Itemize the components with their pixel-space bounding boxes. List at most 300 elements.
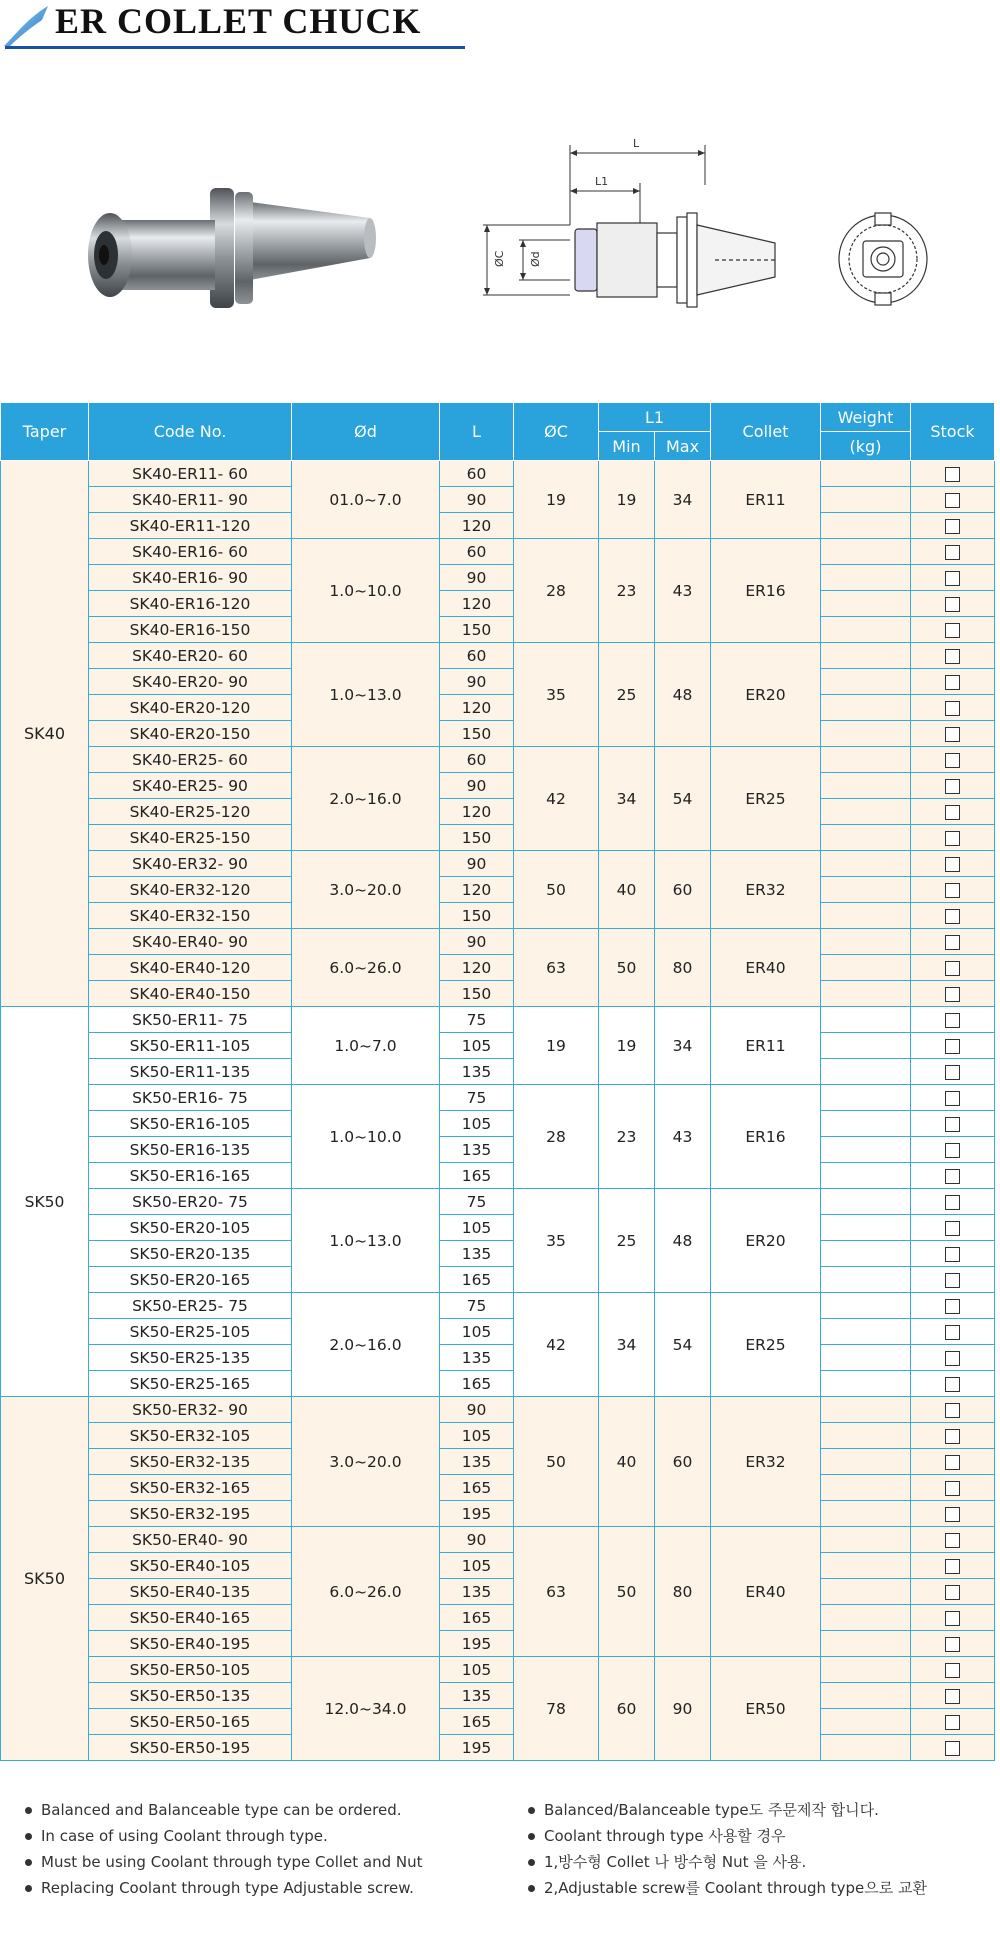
weight-cell: [821, 1553, 911, 1579]
stock-cell: [911, 1735, 995, 1761]
stock-cell: [911, 851, 995, 877]
notes-english: [25, 1797, 423, 1901]
bullet-icon: [25, 1859, 32, 1866]
col-d: Ød: [292, 403, 440, 461]
col-weight: Weight: [821, 403, 911, 432]
code-cell: SK50-ER40-135: [89, 1579, 292, 1605]
l1-min-cell: 34: [599, 1293, 655, 1397]
l1-min-cell: 25: [599, 1189, 655, 1293]
weight-cell: [821, 1137, 911, 1163]
stock-checkbox[interactable]: [945, 1403, 960, 1418]
stock-checkbox[interactable]: [945, 597, 960, 612]
collet-cell: ER25: [711, 747, 821, 851]
stock-cell: [911, 1631, 995, 1657]
dim-d-label: Ød: [529, 251, 542, 267]
stock-cell: [911, 1423, 995, 1449]
length-cell: 90: [440, 851, 514, 877]
length-cell: 120: [440, 799, 514, 825]
stock-cell: [911, 513, 995, 539]
diameter-c-cell: 28: [514, 1085, 599, 1189]
stock-checkbox[interactable]: [945, 1273, 960, 1288]
code-cell: SK50-ER32-135: [89, 1449, 292, 1475]
table-row: [1, 1319, 995, 1345]
col-code: Code No.: [89, 403, 292, 461]
weight-cell: [821, 929, 911, 955]
weight-cell: [821, 1397, 911, 1423]
code-cell: SK50-ER40-105: [89, 1553, 292, 1579]
diameter-c-cell: 63: [514, 1527, 599, 1657]
weight-cell: [821, 1241, 911, 1267]
code-cell: SK50-ER50-195: [89, 1735, 292, 1761]
col-weight-unit: (kg): [821, 432, 911, 461]
stock-cell: [911, 955, 995, 981]
table-row: [1, 1423, 995, 1449]
length-cell: 90: [440, 773, 514, 799]
length-cell: 105: [440, 1423, 514, 1449]
weight-cell: [821, 643, 911, 669]
stock-cell: [911, 929, 995, 955]
note-item: In case of using Coolant through type.: [25, 1823, 423, 1849]
length-cell: 150: [440, 981, 514, 1007]
weight-cell: [821, 1293, 911, 1319]
table-row: [1, 513, 995, 539]
stock-checkbox[interactable]: [945, 831, 960, 846]
stock-checkbox[interactable]: [945, 701, 960, 716]
table-row: [1, 1371, 995, 1397]
length-cell: 75: [440, 1007, 514, 1033]
code-cell: SK50-ER20-105: [89, 1215, 292, 1241]
stock-checkbox[interactable]: [945, 1611, 960, 1626]
length-cell: 60: [440, 461, 514, 487]
col-taper: Taper: [1, 403, 89, 461]
code-cell: SK50-ER11-135: [89, 1059, 292, 1085]
stock-cell: [911, 981, 995, 1007]
table-row: [1, 1683, 995, 1709]
code-cell: SK40-ER25- 90: [89, 773, 292, 799]
technical-drawing: [475, 125, 995, 325]
code-cell: SK50-ER32-165: [89, 1475, 292, 1501]
weight-cell: [821, 513, 911, 539]
stock-checkbox[interactable]: [945, 883, 960, 898]
code-cell: SK40-ER40-120: [89, 955, 292, 981]
code-cell: SK40-ER16- 90: [89, 565, 292, 591]
table-row: [1, 825, 995, 851]
table-row: [1, 1709, 995, 1735]
diameter-c-cell: 35: [514, 643, 599, 747]
code-cell: SK40-ER32- 90: [89, 851, 292, 877]
weight-cell: [821, 1423, 911, 1449]
stock-cell: [911, 1059, 995, 1085]
weight-cell: [821, 1319, 911, 1345]
stock-cell: [911, 1553, 995, 1579]
diameter-c-cell: 42: [514, 747, 599, 851]
col-l: L: [440, 403, 514, 461]
stock-cell: [911, 1579, 995, 1605]
table-row: [1, 1657, 995, 1683]
length-cell: 105: [440, 1319, 514, 1345]
stock-checkbox[interactable]: [945, 935, 960, 950]
weight-cell: [821, 773, 911, 799]
length-cell: 195: [440, 1631, 514, 1657]
stock-cell: [911, 1111, 995, 1137]
table-row: [1, 1293, 995, 1319]
stock-checkbox[interactable]: [945, 1169, 960, 1184]
l1-max-cell: 34: [655, 1007, 711, 1085]
weight-cell: [821, 851, 911, 877]
weight-cell: [821, 1709, 911, 1735]
stock-checkbox[interactable]: [945, 1637, 960, 1652]
stock-checkbox[interactable]: [945, 753, 960, 768]
l1-max-cell: 34: [655, 461, 711, 539]
spec-table-body: [1, 461, 995, 1761]
stock-checkbox[interactable]: [945, 1351, 960, 1366]
l1-min-cell: 25: [599, 643, 655, 747]
stock-cell: [911, 591, 995, 617]
weight-cell: [821, 1215, 911, 1241]
stock-cell: [911, 721, 995, 747]
weight-cell: [821, 669, 911, 695]
stock-checkbox[interactable]: [945, 1299, 960, 1314]
diameter-d-cell: 1.0~10.0: [292, 1085, 440, 1189]
weight-cell: [821, 1267, 911, 1293]
collet-cell: ER32: [711, 1397, 821, 1527]
weight-cell: [821, 539, 911, 565]
stock-cell: [911, 695, 995, 721]
l1-max-cell: 90: [655, 1657, 711, 1761]
bullet-icon: [25, 1833, 32, 1840]
diameter-c-cell: 19: [514, 461, 599, 539]
l1-max-cell: 60: [655, 1397, 711, 1527]
stock-checkbox[interactable]: [945, 1585, 960, 1600]
code-cell: SK50-ER25- 75: [89, 1293, 292, 1319]
stock-checkbox[interactable]: [945, 1325, 960, 1340]
stock-cell: [911, 1033, 995, 1059]
diameter-d-cell: 1.0~10.0: [292, 539, 440, 643]
l1-min-cell: 40: [599, 1397, 655, 1527]
weight-cell: [821, 1631, 911, 1657]
table-row: [1, 1735, 995, 1761]
code-cell: SK40-ER16-120: [89, 591, 292, 617]
weight-cell: [821, 825, 911, 851]
code-cell: SK50-ER20- 75: [89, 1189, 292, 1215]
table-row: [1, 721, 995, 747]
code-cell: SK50-ER11-105: [89, 1033, 292, 1059]
table-row: [1, 929, 995, 955]
page-header: [0, 0, 470, 52]
diameter-d-cell: 1.0~7.0: [292, 1007, 440, 1085]
length-cell: 135: [440, 1683, 514, 1709]
l1-max-cell: 54: [655, 1293, 711, 1397]
stock-cell: [911, 487, 995, 513]
diameter-d-cell: 2.0~16.0: [292, 747, 440, 851]
stock-cell: [911, 1605, 995, 1631]
code-cell: SK50-ER25-165: [89, 1371, 292, 1397]
stock-checkbox[interactable]: [945, 1117, 960, 1132]
length-cell: 60: [440, 643, 514, 669]
code-cell: SK50-ER20-135: [89, 1241, 292, 1267]
length-cell: 105: [440, 1553, 514, 1579]
stock-cell: [911, 1215, 995, 1241]
length-cell: 90: [440, 565, 514, 591]
stock-checkbox[interactable]: [945, 961, 960, 976]
code-cell: SK40-ER20- 60: [89, 643, 292, 669]
stock-checkbox[interactable]: [945, 1429, 960, 1444]
stock-cell: [911, 1345, 995, 1371]
length-cell: 75: [440, 1293, 514, 1319]
stock-checkbox[interactable]: [945, 467, 960, 482]
weight-cell: [821, 1579, 911, 1605]
stock-checkbox[interactable]: [945, 779, 960, 794]
table-row: [1, 1475, 995, 1501]
stock-cell: [911, 1501, 995, 1527]
diameter-d-cell: 6.0~26.0: [292, 929, 440, 1007]
weight-cell: [821, 1085, 911, 1111]
stock-checkbox[interactable]: [945, 1559, 960, 1574]
weight-cell: [821, 721, 911, 747]
collet-cell: ER16: [711, 1085, 821, 1189]
stock-checkbox[interactable]: [945, 1689, 960, 1704]
stock-cell: [911, 1371, 995, 1397]
stock-checkbox[interactable]: [945, 1481, 960, 1496]
stock-checkbox[interactable]: [945, 1377, 960, 1392]
diameter-c-cell: 63: [514, 929, 599, 1007]
stock-cell: [911, 747, 995, 773]
table-row: [1, 903, 995, 929]
collet-cell: ER40: [711, 929, 821, 1007]
length-cell: 195: [440, 1501, 514, 1527]
col-l1-max: Max: [655, 432, 711, 461]
length-cell: 90: [440, 1397, 514, 1423]
code-cell: SK50-ER50-165: [89, 1709, 292, 1735]
note-item: 2,Adjustable screw를 Coolant through type으로 교환: [528, 1875, 927, 1901]
length-cell: 165: [440, 1163, 514, 1189]
dim-l-label: L: [633, 137, 640, 150]
col-collet: Collet: [711, 403, 821, 461]
code-cell: SK40-ER20- 90: [89, 669, 292, 695]
taper-cell: SK50: [1, 1007, 89, 1397]
length-cell: 135: [440, 1579, 514, 1605]
stock-cell: [911, 1163, 995, 1189]
stock-cell: [911, 617, 995, 643]
l1-min-cell: 34: [599, 747, 655, 851]
stock-checkbox[interactable]: [945, 519, 960, 534]
table-row: [1, 981, 995, 1007]
stock-checkbox[interactable]: [945, 545, 960, 560]
code-cell: SK50-ER32-105: [89, 1423, 292, 1449]
table-row: [1, 1605, 995, 1631]
code-cell: SK40-ER32-120: [89, 877, 292, 903]
weight-cell: [821, 591, 911, 617]
length-cell: 120: [440, 591, 514, 617]
stock-checkbox[interactable]: [945, 1247, 960, 1262]
code-cell: SK40-ER11-120: [89, 513, 292, 539]
diameter-c-cell: 50: [514, 1397, 599, 1527]
diameter-d-cell: 3.0~20.0: [292, 851, 440, 929]
length-cell: 150: [440, 721, 514, 747]
stock-cell: [911, 1709, 995, 1735]
stock-checkbox[interactable]: [945, 649, 960, 664]
diameter-c-cell: 35: [514, 1189, 599, 1293]
code-cell: SK50-ER25-135: [89, 1345, 292, 1371]
bullet-icon: [528, 1833, 535, 1840]
stock-cell: [911, 1527, 995, 1553]
taper-cell: SK40: [1, 461, 89, 1007]
stock-checkbox[interactable]: [945, 909, 960, 924]
weight-cell: [821, 1345, 911, 1371]
stock-checkbox[interactable]: [945, 1013, 960, 1028]
l1-max-cell: 80: [655, 1527, 711, 1657]
table-row: [1, 565, 995, 591]
stock-checkbox[interactable]: [945, 1195, 960, 1210]
stock-checkbox[interactable]: [945, 1715, 960, 1730]
l1-min-cell: 19: [599, 461, 655, 539]
weight-cell: [821, 1501, 911, 1527]
length-cell: 165: [440, 1605, 514, 1631]
code-cell: SK50-ER16- 75: [89, 1085, 292, 1111]
weight-cell: [821, 1527, 911, 1553]
length-cell: 90: [440, 669, 514, 695]
stock-checkbox[interactable]: [945, 1221, 960, 1236]
weight-cell: [821, 1371, 911, 1397]
code-cell: SK50-ER16-105: [89, 1111, 292, 1137]
stock-cell: [911, 1475, 995, 1501]
length-cell: 165: [440, 1709, 514, 1735]
stock-checkbox[interactable]: [945, 1507, 960, 1522]
stock-checkbox[interactable]: [945, 1455, 960, 1470]
table-row: [1, 695, 995, 721]
table-row: [1, 617, 995, 643]
bullet-icon: [528, 1807, 535, 1814]
collet-cell: ER25: [711, 1293, 821, 1397]
table-row: [1, 1215, 995, 1241]
length-cell: 150: [440, 903, 514, 929]
length-cell: 165: [440, 1475, 514, 1501]
note-item: Replacing Coolant through type Adjustable screw.: [25, 1875, 423, 1901]
table-row: [1, 1241, 995, 1267]
length-cell: 135: [440, 1059, 514, 1085]
stock-checkbox[interactable]: [945, 987, 960, 1002]
stock-cell: [911, 461, 995, 487]
stock-checkbox[interactable]: [945, 727, 960, 742]
stock-checkbox[interactable]: [945, 493, 960, 508]
length-cell: 75: [440, 1189, 514, 1215]
note-item: Must be using Coolant through type Collet and Nut: [25, 1849, 423, 1875]
l1-max-cell: 54: [655, 747, 711, 851]
stock-cell: [911, 1449, 995, 1475]
product-photo: [70, 180, 400, 350]
code-cell: SK40-ER25- 60: [89, 747, 292, 773]
weight-cell: [821, 1111, 911, 1137]
weight-cell: [821, 617, 911, 643]
length-cell: 135: [440, 1241, 514, 1267]
diameter-c-cell: 19: [514, 1007, 599, 1085]
code-cell: SK50-ER16-165: [89, 1163, 292, 1189]
code-cell: SK50-ER32-195: [89, 1501, 292, 1527]
stock-checkbox[interactable]: [945, 1143, 960, 1158]
col-stock: Stock: [911, 403, 995, 461]
table-row: [1, 591, 995, 617]
stock-checkbox[interactable]: [945, 571, 960, 586]
length-cell: 60: [440, 747, 514, 773]
stock-checkbox[interactable]: [945, 1533, 960, 1548]
stock-cell: [911, 1137, 995, 1163]
diameter-d-cell: 01.0~7.0: [292, 461, 440, 539]
code-cell: SK50-ER16-135: [89, 1137, 292, 1163]
weight-cell: [821, 1163, 911, 1189]
l1-min-cell: 23: [599, 1085, 655, 1189]
brand-swoosh-icon: [2, 4, 50, 48]
table-row: [1, 1553, 995, 1579]
col-c: ØC: [514, 403, 599, 461]
note-item: Balanced/Balanceable type도 주문제작 합니다.: [528, 1797, 927, 1823]
length-cell: 165: [440, 1371, 514, 1397]
table-row: [1, 643, 995, 669]
code-cell: SK50-ER40-195: [89, 1631, 292, 1657]
stock-checkbox[interactable]: [945, 623, 960, 638]
length-cell: 90: [440, 929, 514, 955]
collet-cell: ER20: [711, 1189, 821, 1293]
table-row: [1, 1501, 995, 1527]
table-row: [1, 461, 995, 487]
code-cell: SK40-ER11- 90: [89, 487, 292, 513]
stock-checkbox[interactable]: [945, 1091, 960, 1106]
stock-cell: [911, 643, 995, 669]
weight-cell: [821, 1449, 911, 1475]
bullet-icon: [528, 1885, 535, 1892]
collet-cell: ER50: [711, 1657, 821, 1761]
stock-checkbox[interactable]: [945, 1663, 960, 1678]
notes-korean: [528, 1797, 927, 1901]
table-row: [1, 1579, 995, 1605]
l1-min-cell: 19: [599, 1007, 655, 1085]
weight-cell: [821, 1605, 911, 1631]
table-row: [1, 1085, 995, 1111]
length-cell: 120: [440, 877, 514, 903]
weight-cell: [821, 461, 911, 487]
table-row: [1, 877, 995, 903]
collet-cell: ER11: [711, 461, 821, 539]
code-cell: SK40-ER40- 90: [89, 929, 292, 955]
stock-checkbox[interactable]: [945, 857, 960, 872]
table-row: [1, 1059, 995, 1085]
weight-cell: [821, 799, 911, 825]
stock-cell: [911, 773, 995, 799]
stock-cell: [911, 1319, 995, 1345]
collet-cell: ER16: [711, 539, 821, 643]
code-cell: SK40-ER20-150: [89, 721, 292, 747]
table-row: [1, 1033, 995, 1059]
stock-checkbox[interactable]: [945, 1039, 960, 1054]
weight-cell: [821, 1735, 911, 1761]
weight-cell: [821, 695, 911, 721]
length-cell: 105: [440, 1111, 514, 1137]
dim-l1-label: L1: [595, 175, 609, 188]
l1-max-cell: 60: [655, 851, 711, 929]
stock-checkbox[interactable]: [945, 805, 960, 820]
code-cell: SK40-ER32-150: [89, 903, 292, 929]
stock-checkbox[interactable]: [945, 1065, 960, 1080]
length-cell: 75: [440, 1085, 514, 1111]
spec-table-header: [1, 403, 995, 461]
weight-cell: [821, 1475, 911, 1501]
table-row: [1, 1631, 995, 1657]
weight-cell: [821, 1059, 911, 1085]
length-cell: 120: [440, 513, 514, 539]
stock-checkbox[interactable]: [945, 1741, 960, 1756]
title-underline: [5, 46, 465, 49]
length-cell: 150: [440, 825, 514, 851]
stock-checkbox[interactable]: [945, 675, 960, 690]
